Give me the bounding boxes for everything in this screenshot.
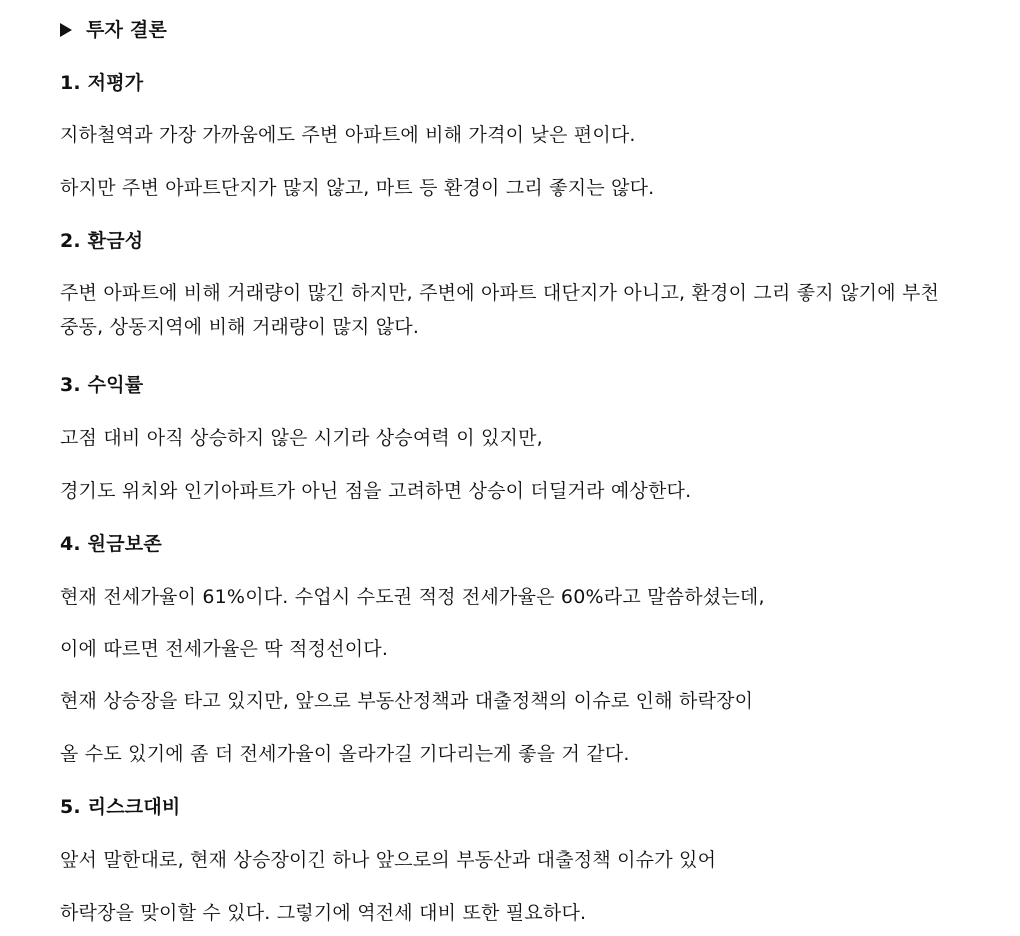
section-heading-undervalued: 1. 저평가	[60, 72, 144, 94]
section-line: 현재 전세가율이 61%이다. 수업시 수도권 적정 전세가율은 60%라고 말씀하셨는데,	[60, 586, 765, 608]
triangle-bullet-icon	[60, 23, 72, 37]
document-title	[60, 17, 167, 43]
section-line: 경기도 위치와 인기아파트가 아닌 점을 고려하면 상승이 더딜거라 예상한다.	[60, 480, 692, 502]
section-line: 앞서 말한대로, 현재 상승장이긴 하나 앞으로의 부동산과 대출정책 이슈가 있어	[60, 849, 717, 871]
section-line: 하지만 주변 아파트단지가 많지 않고, 마트 등 환경이 그리 좋지는 않다.	[60, 177, 655, 199]
section-line: 올 수도 있기에 좀 더 전세가율이 올라가길 기다리는게 좋을 거 같다.	[60, 743, 630, 765]
section-line: 고점 대비 아직 상승하지 않은 시기라 상승여력 이 있지만,	[60, 427, 543, 449]
document-title-text: 투자 결론	[86, 19, 168, 41]
section-paragraph: 주변 아파트에 비해 거래량이 많긴 하지만, 주변에 아파트 대단지가 아니고, 환경이 그리 좋지 않기에 부천 중동, 상동지역에 비해 거래량이 많지 않다.	[60, 282, 940, 338]
section-line: 지하철역과 가장 가까움에도 주변 아파트에 비해 가격이 낮은 편이다.	[60, 124, 636, 146]
section-heading-risk: 5. 리스크대비	[60, 796, 181, 818]
section-line: 현재 상승장을 타고 있지만, 앞으로 부동산정책과 대출정책의 이슈로 인해 하락장이	[60, 690, 754, 712]
section-line: 이에 따르면 전세가율은 딱 적정선이다.	[60, 638, 389, 660]
section-heading-liquidity: 2. 환금성	[60, 230, 144, 252]
section-heading-return: 3. 수익률	[60, 374, 144, 396]
section-heading-principal: 4. 원금보존	[60, 533, 162, 555]
section-line: 하락장을 맞이할 수 있다. 그렇기에 역전세 대비 또한 필요하다.	[60, 902, 587, 924]
